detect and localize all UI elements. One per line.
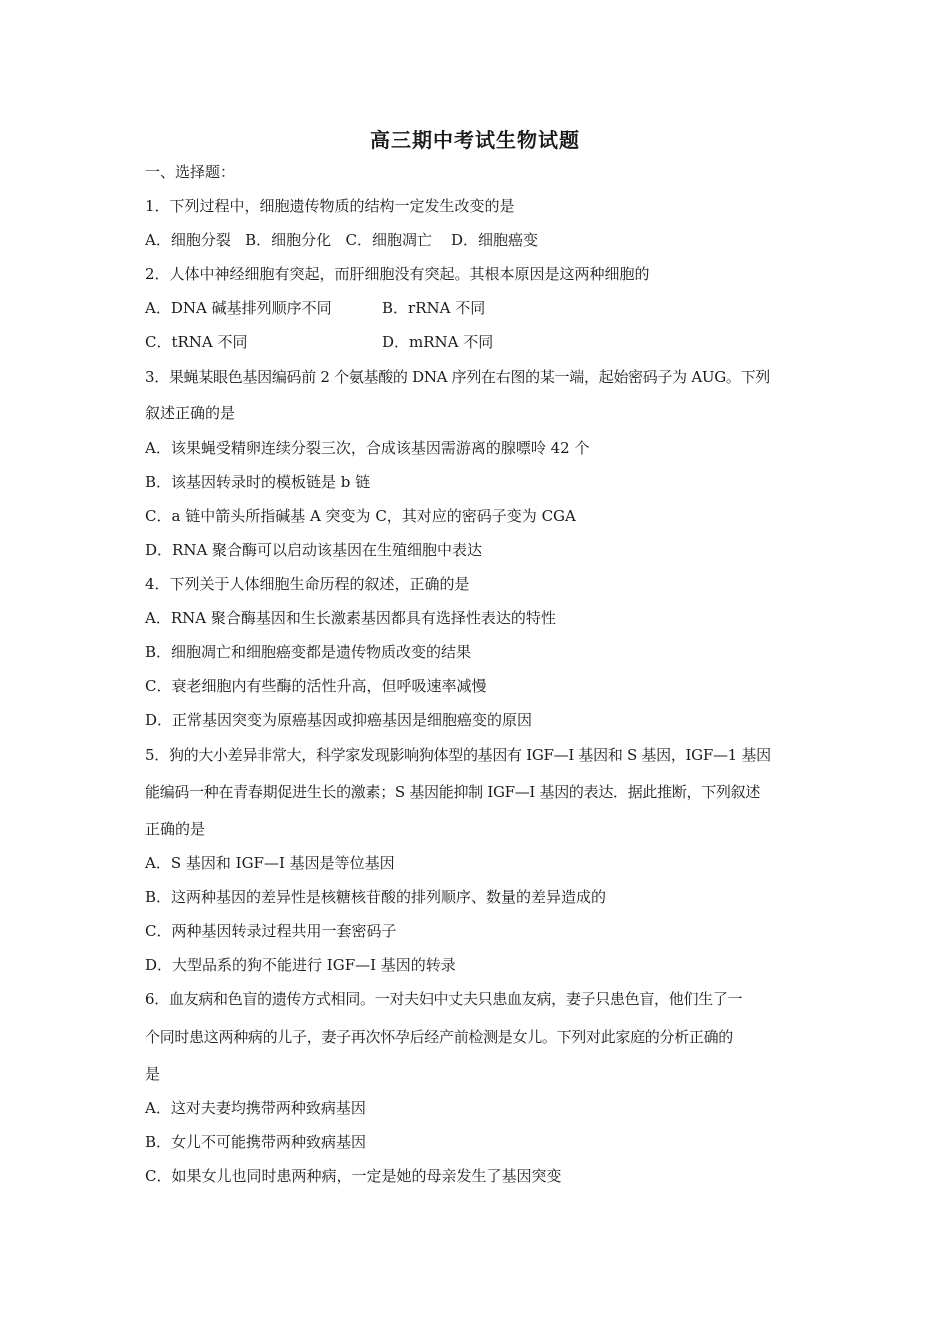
question-5-option-b: B．这两种基因的差异性是核糖核苷酸的排列顺序、数量的差异造成的 bbox=[145, 888, 607, 906]
question-2-option-a: A．DNA 碱基排列顺序不同 bbox=[145, 299, 332, 317]
question-3-stem-line-1: 3．果蝇某眼色基因编码前 2 个氨基酸的 DNA 序列在右图的某一端，起始密码子为 AUG。下列 bbox=[145, 368, 770, 386]
question-6-stem-line-3: 是 bbox=[145, 1065, 161, 1083]
question-5-stem-line-1: 5．狗的大小差异非常大，科学家发现影响狗体型的基因有 IGF—I 基因和 S 基因，IGF—1 基因 bbox=[145, 746, 771, 764]
question-4-stem: 4．下列关于人体细胞生命历程的叙述，正确的是 bbox=[145, 575, 470, 593]
question-6-stem-line-2: 个同时患这两种病的儿子，妻子再次怀孕后经产前检测是女儿。下列对此家庭的分析正确的 bbox=[145, 1028, 734, 1046]
question-5-option-a: A．S 基因和 IGF—I 基因是等位基因 bbox=[145, 854, 395, 872]
question-6-option-b: B．女儿不可能携带两种致病基因 bbox=[145, 1133, 367, 1151]
question-5-option-c: C．两种基因转录过程共用一套密码子 bbox=[145, 922, 397, 940]
question-4-option-a: A．RNA 聚合酶基因和生长激素基因都具有选择性表达的特性 bbox=[145, 609, 556, 627]
question-4-option-c: C．衰老细胞内有些酶的活性升高，但呼吸速率减慢 bbox=[145, 677, 487, 695]
question-2-stem: 2．人体中神经细胞有突起，而肝细胞没有突起。其根本原因是这两种细胞的 bbox=[145, 265, 650, 283]
question-3-option-b: B．该基因转录时的模板链是 b 链 bbox=[145, 473, 371, 491]
question-2-option-c: C．tRNA 不同 bbox=[145, 333, 248, 351]
question-4-option-b: B．细胞凋亡和细胞癌变都是遗传物质改变的结果 bbox=[145, 643, 472, 661]
question-3-option-c: C．a 链中箭头所指碱基 A 突变为 C，其对应的密码子变为 CGA bbox=[145, 507, 576, 525]
question-2-options-row-2 bbox=[145, 332, 815, 352]
section-heading: 一、选择题： bbox=[145, 163, 236, 181]
question-6-stem-line-1: 6．血友病和色盲的遗传方式相同。一对夫妇中丈夫只患血友病，妻子只患色盲，他们生了一 bbox=[145, 990, 743, 1008]
page-title: 高三期中考试生物试题 bbox=[370, 128, 580, 152]
question-2-options-row-1 bbox=[145, 298, 815, 318]
question-6-option-c: C．如果女儿也同时患两种病，一定是她的母亲发生了基因突变 bbox=[145, 1167, 562, 1185]
question-3-stem-line-2: 叙述正确的是 bbox=[145, 404, 236, 422]
question-2-option-b: B．rRNA 不同 bbox=[382, 299, 486, 317]
question-1-options: A．细胞分裂 B．细胞分化 C．细胞凋亡 D．细胞癌变 bbox=[145, 231, 539, 249]
question-1-stem: 1．下列过程中，细胞遗传物质的结构一定发生改变的是 bbox=[145, 197, 515, 215]
question-3-option-a: A．该果蝇受精卵连续分裂三次，合成该基因需游离的腺嘌呤 42 个 bbox=[145, 439, 590, 457]
question-5-option-d: D．大型品系的狗不能进行 IGF—I 基因的转录 bbox=[145, 956, 456, 974]
question-5-stem-line-2: 能编码一种在青春期促进生长的激素；S 基因能抑制 IGF—I 基因的表达．据此推断，下列叙述 bbox=[145, 783, 761, 801]
question-4-option-d: D．正常基因突变为原癌基因或抑癌基因是细胞癌变的原因 bbox=[145, 711, 533, 729]
question-3-option-d: D．RNA 聚合酶可以启动该基因在生殖细胞中表达 bbox=[145, 541, 483, 559]
question-6-option-a: A．这对夫妻均携带两种致病基因 bbox=[145, 1099, 366, 1117]
question-5-stem-line-3: 正确的是 bbox=[145, 820, 206, 838]
question-2-option-d: D．mRNA 不同 bbox=[382, 333, 494, 351]
